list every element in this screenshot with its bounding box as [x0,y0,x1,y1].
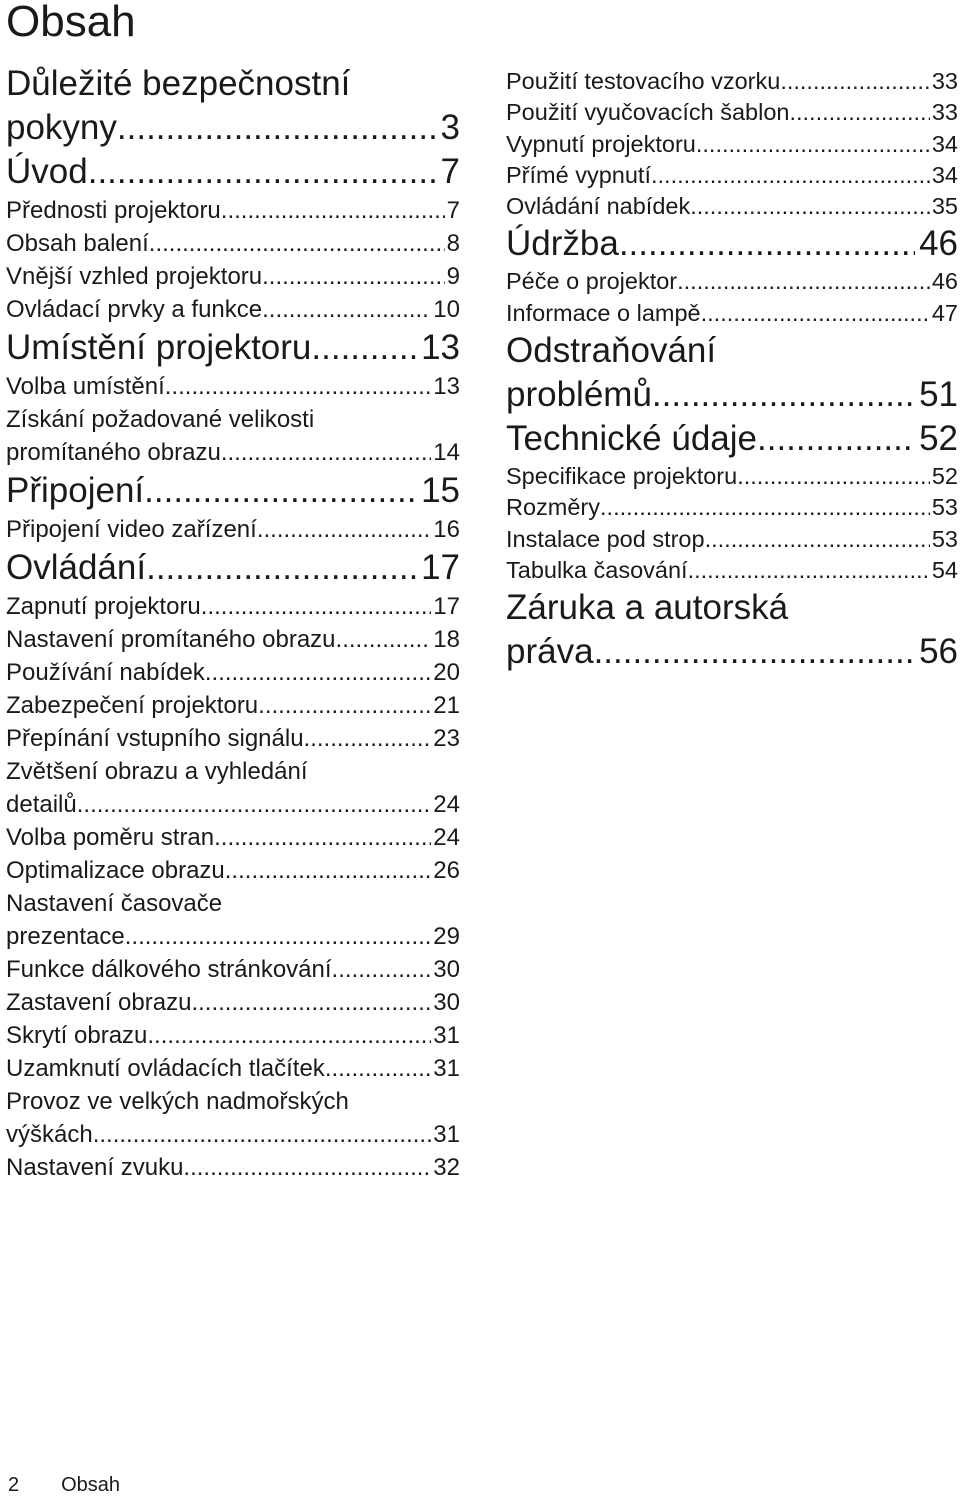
dot-leader [780,66,930,97]
toc-entry[interactable] [6,62,460,150]
toc-entry[interactable] [6,755,460,821]
toc-entry-title-line: Získání požadované velikosti [6,406,315,433]
toc-entry-title: Nastavení zvuku [6,1154,184,1181]
toc-entry[interactable] [6,1052,460,1085]
dot-leader [88,150,437,194]
toc-entry-title: Rozměry [506,494,601,521]
dot-leader [652,373,915,417]
toc-page-number: 15 [421,471,460,510]
toc-page-number: 29 [433,923,460,950]
toc-page-number: 46 [919,224,958,264]
toc-page-number: 14 [433,439,460,466]
dot-leader [304,722,432,755]
toc-page-number: 13 [433,373,460,400]
dot-leader [201,590,432,623]
toc-page-number: 17 [433,593,460,620]
toc-entry[interactable] [506,461,958,492]
toc-entry-title-line: Důležité bezpečnostní [6,64,351,103]
toc-entry-title: Umístění projektoru [6,328,312,367]
toc-page-number: 33 [931,99,958,126]
toc-left-column [6,62,460,1184]
toc-entry-title: Přednosti projektoru [6,197,221,224]
toc-page-number: 52 [919,419,958,459]
toc-entry-title: Ovládací prvky a funkce [6,296,263,323]
dot-leader [77,788,432,821]
toc-entry-title: Ovládání nabídek [506,193,691,220]
toc-entry[interactable] [6,227,460,260]
toc-entry[interactable] [6,370,460,403]
toc-page-number: 31 [433,1055,460,1082]
dot-leader [262,260,445,293]
dot-leader [147,1019,431,1052]
toc-page-number: 34 [931,130,958,157]
dot-leader [258,689,431,722]
toc-page-number: 46 [931,268,958,295]
toc-page-number: 51 [919,375,958,415]
toc-entry-title: Specifikace projektoru [506,463,738,490]
toc-page-number: 21 [433,692,460,719]
toc-page-number: 53 [931,494,958,521]
toc-entry[interactable] [506,417,958,461]
toc-entry-title: práva [506,632,594,672]
toc-entry-title: Péče o projektor [506,268,678,295]
toc-page-number: 56 [919,632,958,672]
toc-entry[interactable] [506,329,958,417]
dot-leader [214,821,431,854]
toc-entry[interactable] [6,623,460,656]
dot-leader [117,106,437,150]
toc-entry[interactable] [6,821,460,854]
toc-entry-title: Tabulka časování [506,556,688,583]
toc-page-number: 33 [931,68,958,94]
dot-leader [619,222,915,266]
toc-entry[interactable] [506,97,958,128]
toc-entry[interactable] [506,160,958,191]
toc-entry[interactable] [6,513,460,546]
page-footer [8,1472,120,1498]
dot-leader [651,160,930,191]
toc-page-number: 24 [433,791,460,818]
toc-entry[interactable] [506,266,958,297]
toc-entry[interactable] [6,469,460,513]
toc-entry-title-line: Zvětšení obrazu a vyhledání [6,758,308,785]
toc-page-number: 34 [931,161,958,188]
toc-entry[interactable] [6,293,460,326]
toc-entry[interactable] [506,586,958,674]
toc-entry[interactable] [6,854,460,887]
dot-leader [146,546,417,590]
toc-entry[interactable] [506,492,958,523]
footer-page-number: 2 [8,1474,20,1496]
toc-page-number: 18 [433,626,460,653]
toc-entry-title: Obsah balení [6,230,149,257]
toc-entry-title: výškách [6,1121,93,1148]
toc-entry-title: Technické údaje [506,419,757,459]
toc-entry-title: Použití testovacího vzorku [506,68,781,94]
toc-entry-title: Optimalizace obrazu [6,857,225,884]
toc-entry[interactable] [6,986,460,1019]
toc-entry-title-line: Provoz ve velkých nadmořských [6,1088,349,1115]
toc-entry[interactable] [506,191,958,222]
toc-entry[interactable] [6,326,460,370]
toc-page-number: 26 [433,857,460,884]
toc-entry-title: Funkce dálkového stránkování [6,956,332,983]
toc-entry-title: problémů [506,375,652,415]
dot-leader [221,436,431,469]
dot-leader [205,656,431,689]
toc-entry[interactable] [6,1151,460,1184]
toc-page-number: 32 [433,1154,460,1181]
toc-entry[interactable] [6,1019,460,1052]
toc-entry[interactable] [6,1085,460,1151]
dot-leader [757,417,915,461]
toc-entry-title-line: Odstraňování [506,331,717,371]
toc-entry-title: Zapnutí projektoru [6,593,201,620]
toc-entry-title: Informace o lampě [506,299,701,326]
toc-entry-title: Připojení [6,471,145,510]
toc-entry[interactable] [6,546,460,590]
toc-entry-title: prezentace [6,923,125,950]
toc-entry-title: Uzamknutí ovládacích tlačítek [6,1055,325,1082]
toc-entry-title-line: Záruka a autorská [506,588,789,628]
dot-leader [332,953,432,986]
toc-page-number: 31 [433,1121,460,1148]
dot-leader [165,370,432,403]
footer-section: Obsah [61,1474,121,1496]
toc-entry-title: Zastavení obrazu [6,989,192,1016]
toc-entry-title: Připojení video zařízení [6,516,257,543]
toc-entry-title: Přímé vypnutí [506,161,651,188]
toc-page-number: 30 [433,989,460,1016]
toc-entry-title: Zabezpečení projektoru [6,692,259,719]
toc-entry-title: Volba poměru stran [6,824,215,851]
toc-entry[interactable] [506,298,958,329]
toc-page-number: 17 [421,548,460,587]
toc-entry[interactable] [6,260,460,293]
toc-entry-title: Nastavení promítaného obrazu [6,626,336,653]
toc-entry-title: Úvod [6,152,88,191]
toc-entry-title: Používání nabídek [6,659,205,686]
toc-entry-title: Údržba [506,224,619,264]
toc-page-number: 23 [433,725,460,752]
toc-entry-title: Ovládání [6,548,147,587]
dot-leader [311,326,417,370]
toc-entry[interactable] [6,689,460,722]
toc-entry[interactable] [506,66,958,97]
toc-entry-title: Přepínání vstupního signálu [6,725,304,752]
toc-entry[interactable] [6,194,460,227]
toc-entry[interactable] [506,222,958,266]
toc-entry-title: Vypnutí projektoru [506,130,696,157]
dot-leader [705,524,930,555]
dot-leader [688,555,930,586]
dot-leader [257,513,431,546]
toc-entry[interactable] [6,722,460,755]
toc-page-number: 7 [440,152,460,191]
toc-entry-title: promítaného obrazu [6,439,221,466]
page-title: Obsah [6,0,136,46]
toc-page-number: 52 [931,463,958,490]
toc-page-number: 16 [433,516,460,543]
toc-page-number: 20 [433,659,460,686]
dot-leader [225,854,432,887]
toc-page-number: 7 [446,197,460,224]
toc-page-number: 47 [931,299,958,326]
toc-right-column [506,66,958,674]
dot-leader [325,1052,431,1085]
toc-page-number: 13 [421,328,460,367]
toc-entry-title: Skrytí obrazu [6,1022,148,1049]
toc-page-number: 30 [433,956,460,983]
dot-leader [690,191,930,222]
toc-entry-title: pokyny [6,108,117,147]
dot-leader [144,469,417,513]
toc-page-number: 10 [433,296,460,323]
toc-page-number: 3 [440,108,460,147]
toc-entry[interactable] [506,555,958,586]
toc-entry[interactable] [6,656,460,689]
dot-leader [191,986,431,1019]
dot-leader [696,129,930,160]
toc-entry[interactable] [6,150,460,194]
toc-entry-title: Volba umístění [6,373,165,400]
dot-leader [262,293,431,326]
dot-leader [336,623,432,656]
toc-entry[interactable] [6,403,460,469]
dot-leader [600,492,930,523]
dot-leader [737,461,930,492]
toc-page-number: 54 [931,556,958,583]
toc-entry-title: Použití vyučovacích šablon [506,99,790,126]
toc-page-number: 35 [931,193,958,220]
toc-page-number: 31 [433,1022,460,1049]
toc-entry-title: detailů [6,791,77,818]
toc-entry-title-line: Nastavení časovače [6,890,223,917]
toc-entry[interactable] [6,590,460,623]
dot-leader [183,1151,431,1184]
toc-entry[interactable] [6,887,460,953]
toc-entry[interactable] [506,129,958,160]
toc-page-number: 9 [446,263,460,290]
dot-leader [93,1118,432,1151]
toc-entry-title: Instalace pod strop [506,525,705,552]
dot-leader [149,227,445,260]
toc-entry-title: Vnější vzhled projektoru [6,263,263,290]
toc-page-number: 24 [433,824,460,851]
dot-leader [677,266,930,297]
dot-leader [125,920,432,953]
dot-leader [221,194,445,227]
dot-leader [701,298,930,329]
dot-leader [789,97,929,128]
toc-page-number: 8 [446,230,460,257]
toc-entry[interactable] [506,524,958,555]
dot-leader [594,630,916,674]
toc-entry[interactable] [6,953,460,986]
toc-page-number: 53 [931,525,958,552]
